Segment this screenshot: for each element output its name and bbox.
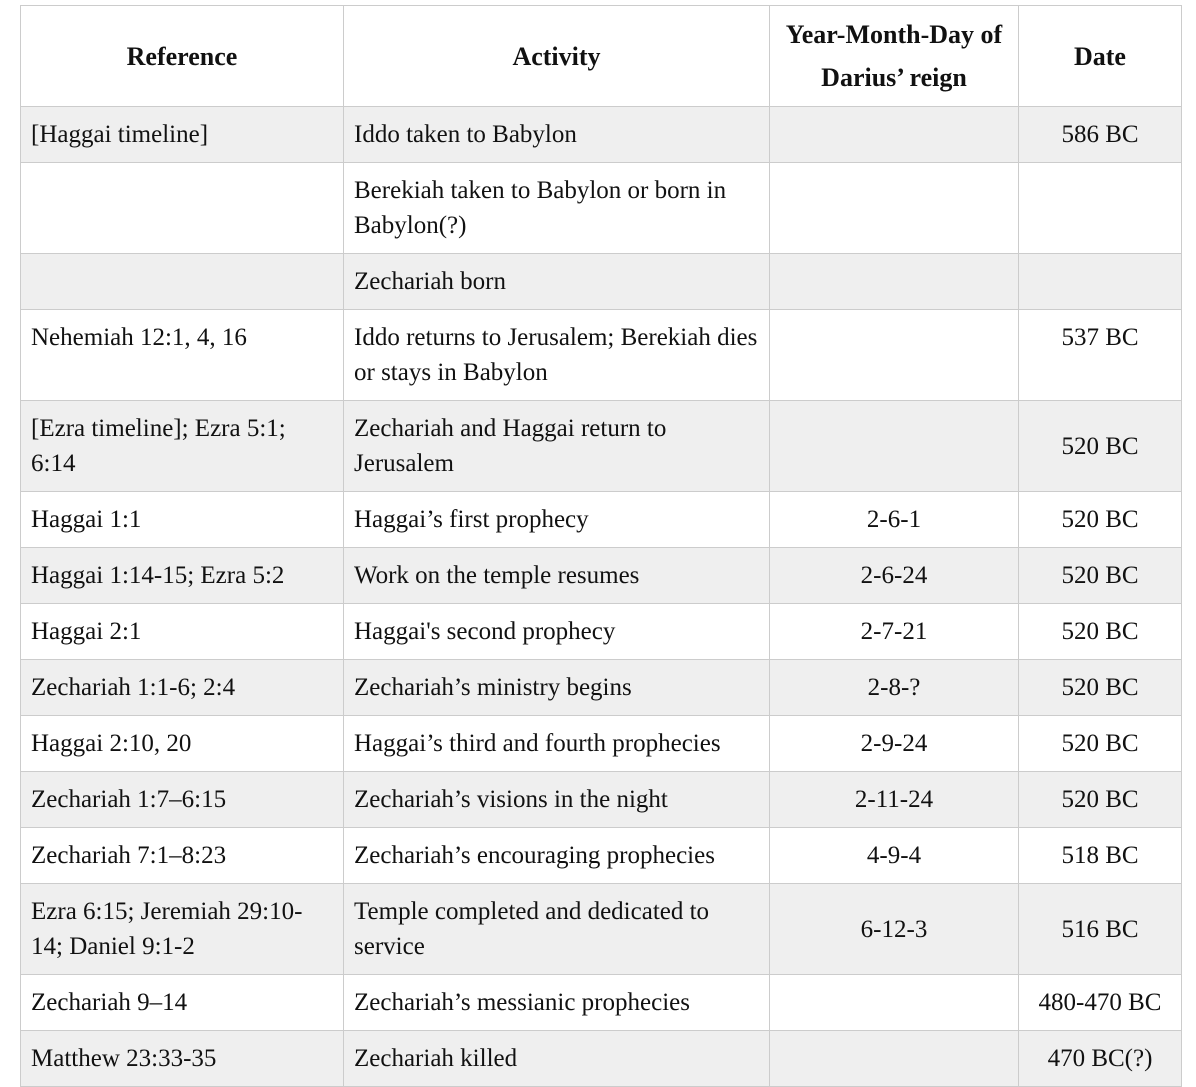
timeline-table [20, 5, 1182, 1087]
cell-ymd: 2-8-? [770, 660, 1019, 716]
table-row [21, 310, 1182, 401]
cell-ymd: 2-6-24 [770, 548, 1019, 604]
cell-reference: Haggai 2:1 [21, 604, 344, 660]
cell-ymd [770, 401, 1019, 492]
cell-date: 480-470 BC [1019, 975, 1182, 1031]
header-year-month-day: Year-Month-Day of Darius’ reign [770, 6, 1019, 107]
cell-reference: Matthew 23:33-35 [21, 1031, 344, 1087]
cell-reference [21, 254, 344, 310]
table-row [21, 884, 1182, 975]
cell-reference: Zechariah 7:1–8:23 [21, 828, 344, 884]
cell-reference [21, 163, 344, 254]
cell-date: 518 BC [1019, 828, 1182, 884]
cell-ymd [770, 975, 1019, 1031]
cell-reference: [Haggai timeline] [21, 107, 344, 163]
cell-reference: Ezra 6:15; Jeremiah 29:10-14; Daniel 9:1-2 [21, 884, 344, 975]
cell-date: 520 BC [1019, 604, 1182, 660]
cell-date: 586 BC [1019, 107, 1182, 163]
table-row [21, 716, 1182, 772]
cell-date: 520 BC [1019, 492, 1182, 548]
table-row [21, 660, 1182, 716]
header-row [21, 6, 1182, 107]
cell-activity: Work on the temple resumes [344, 548, 770, 604]
cell-activity: Haggai's second prophecy [344, 604, 770, 660]
cell-ymd [770, 254, 1019, 310]
cell-ymd [770, 107, 1019, 163]
cell-reference: Nehemiah 12:1, 4, 16 [21, 310, 344, 401]
cell-date: 520 BC [1019, 401, 1182, 492]
cell-ymd: 6-12-3 [770, 884, 1019, 975]
cell-reference: [Ezra timeline]; Ezra 5:1; 6:14 [21, 401, 344, 492]
cell-date: 520 BC [1019, 660, 1182, 716]
cell-ymd: 2-11-24 [770, 772, 1019, 828]
cell-ymd: 2-9-24 [770, 716, 1019, 772]
table-row [21, 975, 1182, 1031]
cell-activity: Iddo returns to Jerusalem; Berekiah dies or stays in Babylon [344, 310, 770, 401]
table-row [21, 828, 1182, 884]
cell-reference: Haggai 1:1 [21, 492, 344, 548]
cell-activity: Zechariah’s messianic prophecies [344, 975, 770, 1031]
table-row [21, 107, 1182, 163]
cell-activity: Zechariah killed [344, 1031, 770, 1087]
cell-activity: Zechariah’s encouraging prophecies [344, 828, 770, 884]
cell-date: 470 BC(?) [1019, 1031, 1182, 1087]
table-row [21, 401, 1182, 492]
cell-reference: Haggai 1:14-15; Ezra 5:2 [21, 548, 344, 604]
cell-ymd [770, 310, 1019, 401]
cell-activity: Haggai’s first prophecy [344, 492, 770, 548]
cell-reference: Zechariah 1:7–6:15 [21, 772, 344, 828]
cell-ymd [770, 163, 1019, 254]
cell-reference: Zechariah 9–14 [21, 975, 344, 1031]
cell-reference: Haggai 2:10, 20 [21, 716, 344, 772]
cell-date [1019, 254, 1182, 310]
cell-activity: Iddo taken to Babylon [344, 107, 770, 163]
cell-ymd: 2-7-21 [770, 604, 1019, 660]
cell-activity: Zechariah and Haggai return to Jerusalem [344, 401, 770, 492]
cell-date: 520 BC [1019, 716, 1182, 772]
cell-activity: Haggai’s third and fourth prophecies [344, 716, 770, 772]
cell-activity: Zechariah’s visions in the night [344, 772, 770, 828]
cell-date: 520 BC [1019, 548, 1182, 604]
header-reference: Reference [21, 6, 344, 107]
table-row [21, 1031, 1182, 1087]
cell-date [1019, 163, 1182, 254]
cell-ymd: 2-6-1 [770, 492, 1019, 548]
header-activity: Activity [344, 6, 770, 107]
table-row [21, 492, 1182, 548]
cell-reference: Zechariah 1:1-6; 2:4 [21, 660, 344, 716]
table-row [21, 254, 1182, 310]
table-row [21, 163, 1182, 254]
cell-activity: Zechariah born [344, 254, 770, 310]
cell-date: 520 BC [1019, 772, 1182, 828]
cell-date: 537 BC [1019, 310, 1182, 401]
table-row [21, 772, 1182, 828]
cell-date: 516 BC [1019, 884, 1182, 975]
table-row [21, 604, 1182, 660]
table-row [21, 548, 1182, 604]
cell-activity: Temple completed and dedicated to service [344, 884, 770, 975]
cell-activity: Berekiah taken to Babylon or born in Babylon(?) [344, 163, 770, 254]
header-date: Date [1019, 6, 1182, 107]
cell-activity: Zechariah’s ministry begins [344, 660, 770, 716]
cell-ymd [770, 1031, 1019, 1087]
cell-ymd: 4-9-4 [770, 828, 1019, 884]
